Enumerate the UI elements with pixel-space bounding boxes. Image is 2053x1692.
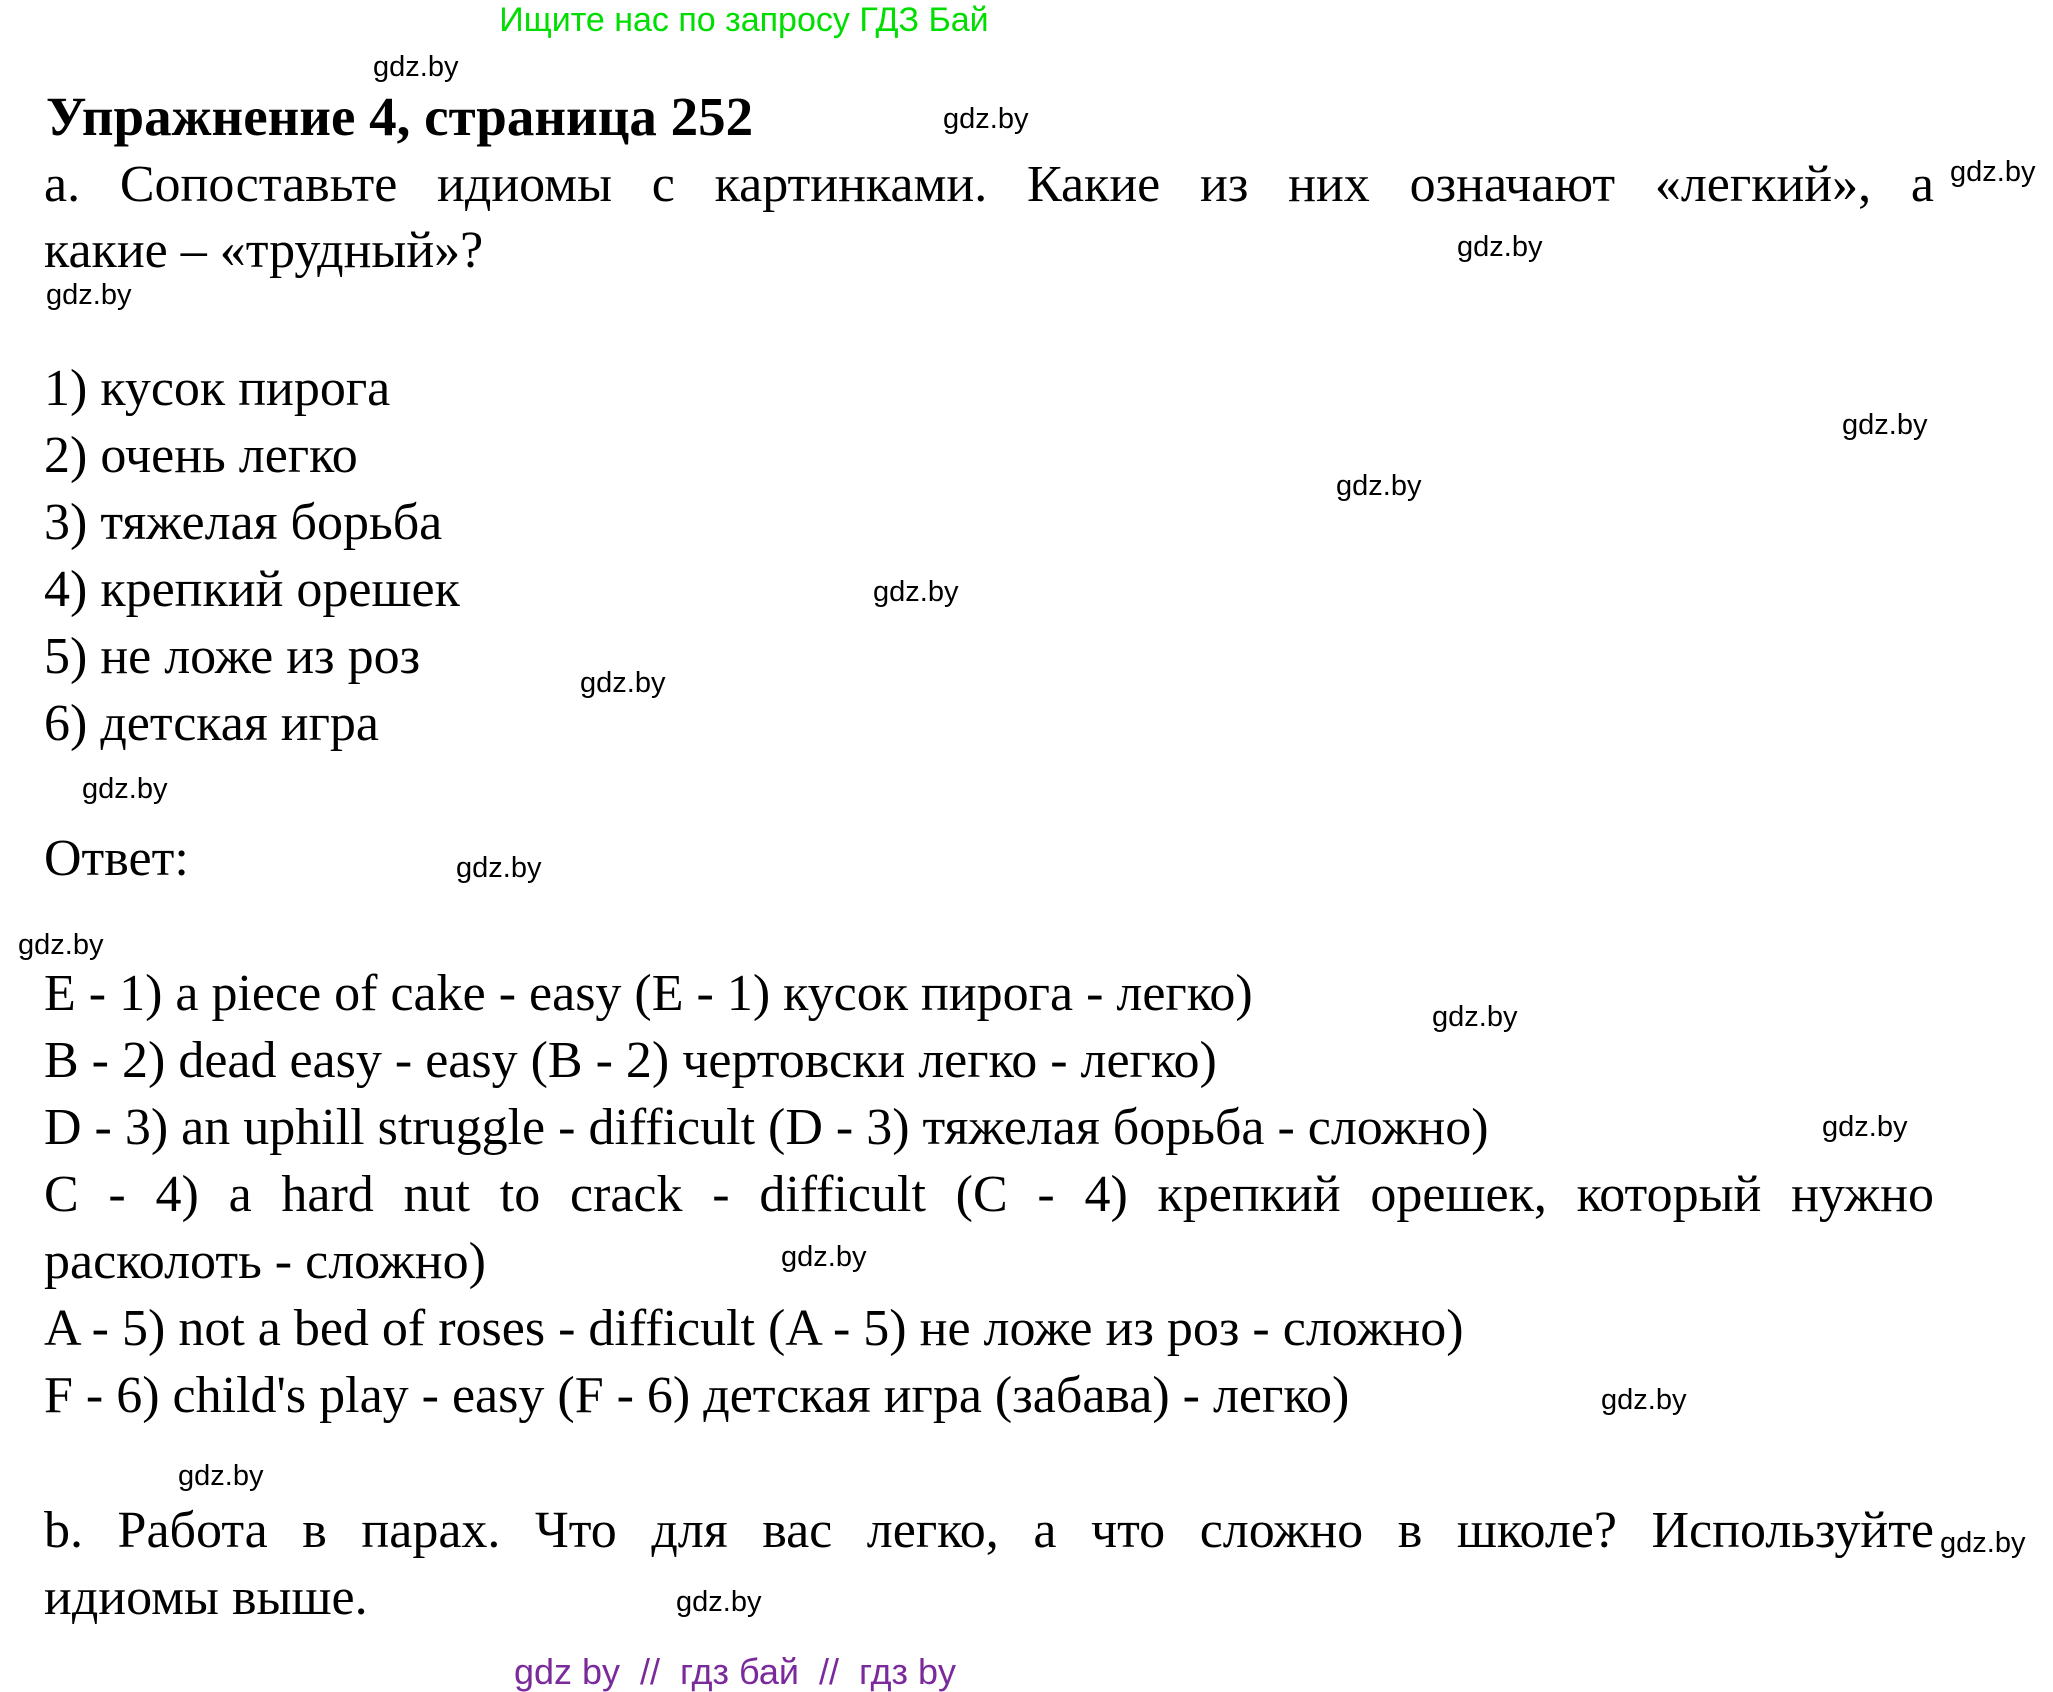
watermark: gdz.by bbox=[1457, 231, 1543, 263]
watermark: gdz.by bbox=[1336, 470, 1422, 502]
footer-links: gdz by // гдз бай // гдз by bbox=[513, 1651, 957, 1692]
answer-line: D - 3) an uphill struggle - difficult (D - 3) тяжелая борьба - сложно) bbox=[44, 1099, 1489, 1156]
watermark: gdz.by bbox=[580, 667, 666, 699]
watermark: gdz.by bbox=[873, 576, 959, 608]
answer-line: B - 2) dead easy - easy (B - 2) чертовски легко - легко) bbox=[44, 1032, 1217, 1089]
watermark: gdz.by bbox=[943, 103, 1029, 135]
watermark: gdz.by bbox=[456, 852, 542, 884]
watermark: gdz.by bbox=[18, 929, 104, 961]
watermark: gdz.by bbox=[1842, 409, 1928, 441]
exercise-title: Упражнение 4, страница 252 bbox=[46, 86, 754, 147]
top-banner: Ищите нас по запросу ГДЗ Бай bbox=[499, 1, 989, 39]
task-a-line-2: какие – «трудный»? bbox=[44, 222, 484, 279]
answer-line: F - 6) child's play - easy (F - 6) детская игра (забава) - легко) bbox=[44, 1367, 1350, 1424]
answer-line: A - 5) not a bed of roses - difficult (A - 5) не ложе из роз - сложно) bbox=[44, 1300, 1464, 1357]
idiom-item: 4) крепкий орешек bbox=[44, 561, 460, 618]
idiom-item: 5) не ложе из роз bbox=[44, 628, 421, 685]
watermark: gdz.by bbox=[1601, 1384, 1687, 1416]
watermark: gdz.by bbox=[46, 279, 132, 311]
idiom-item: 6) детская игра bbox=[44, 695, 380, 752]
watermark: gdz.by bbox=[1940, 1527, 2026, 1559]
idiom-item: 2) очень легко bbox=[44, 427, 358, 484]
watermark: gdz.by bbox=[1822, 1111, 1908, 1143]
watermark: gdz.by bbox=[676, 1586, 762, 1618]
answer-line: C - 4) a hard nut to crack - difficult (C - 4) крепкий орешек, который нужно bbox=[44, 1166, 1934, 1223]
task-b-line-1: b. Работа в парах. Что для вас легко, а что сложно в школе? Используйте bbox=[44, 1502, 1934, 1559]
watermark: gdz.by bbox=[82, 773, 168, 805]
watermark: gdz.by bbox=[178, 1460, 264, 1492]
watermark: gdz.by bbox=[373, 51, 459, 83]
task-b-line-2: идиомы выше. bbox=[44, 1569, 368, 1626]
answer-label: Ответ: bbox=[44, 830, 189, 887]
task-a-line-1: a. Сопоставьте идиомы с картинками. Какие из них означают «легкий», а bbox=[44, 156, 1934, 213]
answer-line: E - 1) a piece of cake - easy (E - 1) кусок пирога - легко) bbox=[44, 965, 1253, 1022]
watermark: gdz.by bbox=[1950, 156, 2036, 188]
idiom-item: 3) тяжелая борьба bbox=[44, 494, 443, 551]
answer-line: расколоть - сложно) bbox=[44, 1233, 486, 1290]
watermark: gdz.by bbox=[781, 1241, 867, 1273]
watermark: gdz.by bbox=[1432, 1001, 1518, 1033]
idiom-item: 1) кусок пирога bbox=[44, 360, 391, 417]
